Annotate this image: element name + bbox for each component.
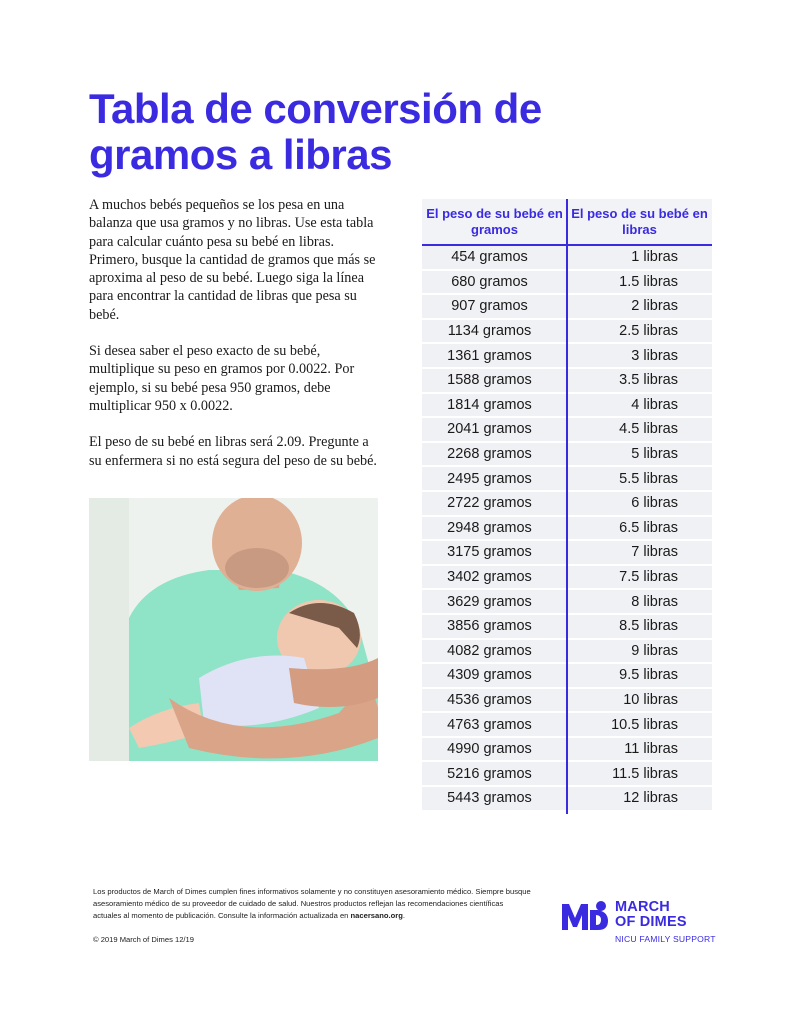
disclaimer-period: . <box>402 911 405 920</box>
grams-cell: 2948 gramos <box>447 519 532 536</box>
grams-cell: 3402 gramos <box>447 569 532 586</box>
column-divider <box>566 199 568 814</box>
pounds-cell: 9 libras <box>631 642 678 659</box>
father-baby-photo <box>89 498 378 761</box>
grams-cell: 2268 gramos <box>447 446 532 463</box>
disclaimer-text: Los productos de March of Dimes cumplen fines informativos solamente y no constituyen asesoramiento médico. Siempre busque asesoramiento médico de su proveedor de cuidado de salud. Nuestros productos reflejan las recomendaciones científicas actuales al momento de publicación. Consulte la información actualizada en <box>93 887 531 920</box>
pounds-cell: 1.5 libras <box>619 273 678 290</box>
pounds-cell: 5 libras <box>631 446 678 463</box>
grams-cell: 4763 gramos <box>447 716 532 733</box>
grams-cell: 3629 gramos <box>447 593 532 610</box>
grams-cell: 3175 gramos <box>447 544 532 561</box>
grams-cell: 2495 gramos <box>447 470 532 487</box>
intro-paragraph-2: Si desea saber el peso exacto de su bebé, multiplique su peso en gramos por 0.0022. Por ejemplo, si su bebé pesa 950 gramos, debe multiplicar 950 x 0.0022. <box>89 343 355 414</box>
grams-cell: 3856 gramos <box>447 618 532 635</box>
grams-cell: 5216 gramos <box>447 765 532 782</box>
pounds-cell: 3.5 libras <box>619 372 678 389</box>
pounds-cell: 8 libras <box>631 593 678 610</box>
md-logo-icon <box>560 900 610 932</box>
pounds-cell: 11.5 libras <box>612 765 678 782</box>
logo-subtitle: NICU FAMILY SUPPORT <box>615 934 716 944</box>
pounds-cell: 10 libras <box>623 691 678 708</box>
logo-text <box>615 900 687 930</box>
grams-cell: 4990 gramos <box>447 741 532 758</box>
pounds-cell: 1 libras <box>631 249 678 266</box>
pounds-cell: 2 libras <box>631 298 678 315</box>
header-grams: El peso de su bebé en gramos <box>426 205 563 237</box>
grams-cell: 2722 gramos <box>447 495 532 512</box>
pounds-cell: 6.5 libras <box>619 519 678 536</box>
grams-cell: 1814 gramos <box>447 396 532 413</box>
grams-cell: 680 gramos <box>451 273 528 290</box>
grams-cell: 4536 gramos <box>447 691 532 708</box>
title-line-2: gramos a libras <box>89 131 392 178</box>
grams-cell: 2041 gramos <box>447 421 532 438</box>
intro-paragraph-1: A muchos bebés pequeños se los pesa en una balanza que usa gramos y no libras. Use esta tabla para calcular cuánto pesa su bebé en libras. Primero, busque la cantidad de gramos que más se aproxima al peso de su bebé. Luego siga la línea para encontrar la cantidad de libras que pesa su bebé. <box>89 197 376 323</box>
pounds-cell: 8.5 libras <box>619 618 678 635</box>
intro-paragraph-3: El peso de su bebé en libras será 2.09. Pregunte a su enfermera si no está segura del peso de su bebé. <box>89 434 377 469</box>
grams-cell: 5443 gramos <box>447 790 532 807</box>
disclaimer <box>93 886 533 922</box>
pounds-cell: 4 libras <box>631 396 678 413</box>
pounds-cell: 5.5 libras <box>619 470 678 487</box>
grams-cell: 1134 gramos <box>447 323 532 340</box>
grams-cell: 1588 gramos <box>447 372 532 389</box>
intro-text <box>89 196 379 488</box>
pounds-cell: 12 libras <box>623 790 678 807</box>
logo-line-1: MARCH <box>615 899 670 915</box>
header-pounds: El peso de su bebé en libras <box>571 205 708 237</box>
grams-cell: 907 gramos <box>451 298 528 315</box>
page-title <box>89 86 709 178</box>
pounds-cell: 9.5 libras <box>619 667 678 684</box>
pounds-cell: 4.5 libras <box>619 421 678 438</box>
grams-cell: 454 gramos <box>451 249 528 266</box>
grams-cell: 4309 gramos <box>447 667 532 684</box>
title-line-1: Tabla de conversión de <box>89 85 542 132</box>
pounds-cell: 3 libras <box>631 347 678 364</box>
pounds-cell: 11 libras <box>624 741 678 758</box>
pounds-cell: 2.5 libras <box>619 323 678 340</box>
pounds-cell: 7 libras <box>631 544 678 561</box>
march-of-dimes-logo <box>560 898 720 948</box>
copyright: © 2019 March of Dimes 12/19 <box>93 935 194 944</box>
pounds-cell: 7.5 libras <box>619 569 678 586</box>
pounds-cell: 10.5 libras <box>611 716 678 733</box>
nacersano-link[interactable]: nacersano.org <box>350 911 403 920</box>
logo-line-2: OF DIMES <box>615 914 687 930</box>
pounds-cell: 6 libras <box>631 495 678 512</box>
grams-cell: 1361 gramos <box>447 347 532 364</box>
conversion-table <box>422 199 712 812</box>
photo-illustration <box>89 498 378 761</box>
grams-cell: 4082 gramos <box>447 642 532 659</box>
